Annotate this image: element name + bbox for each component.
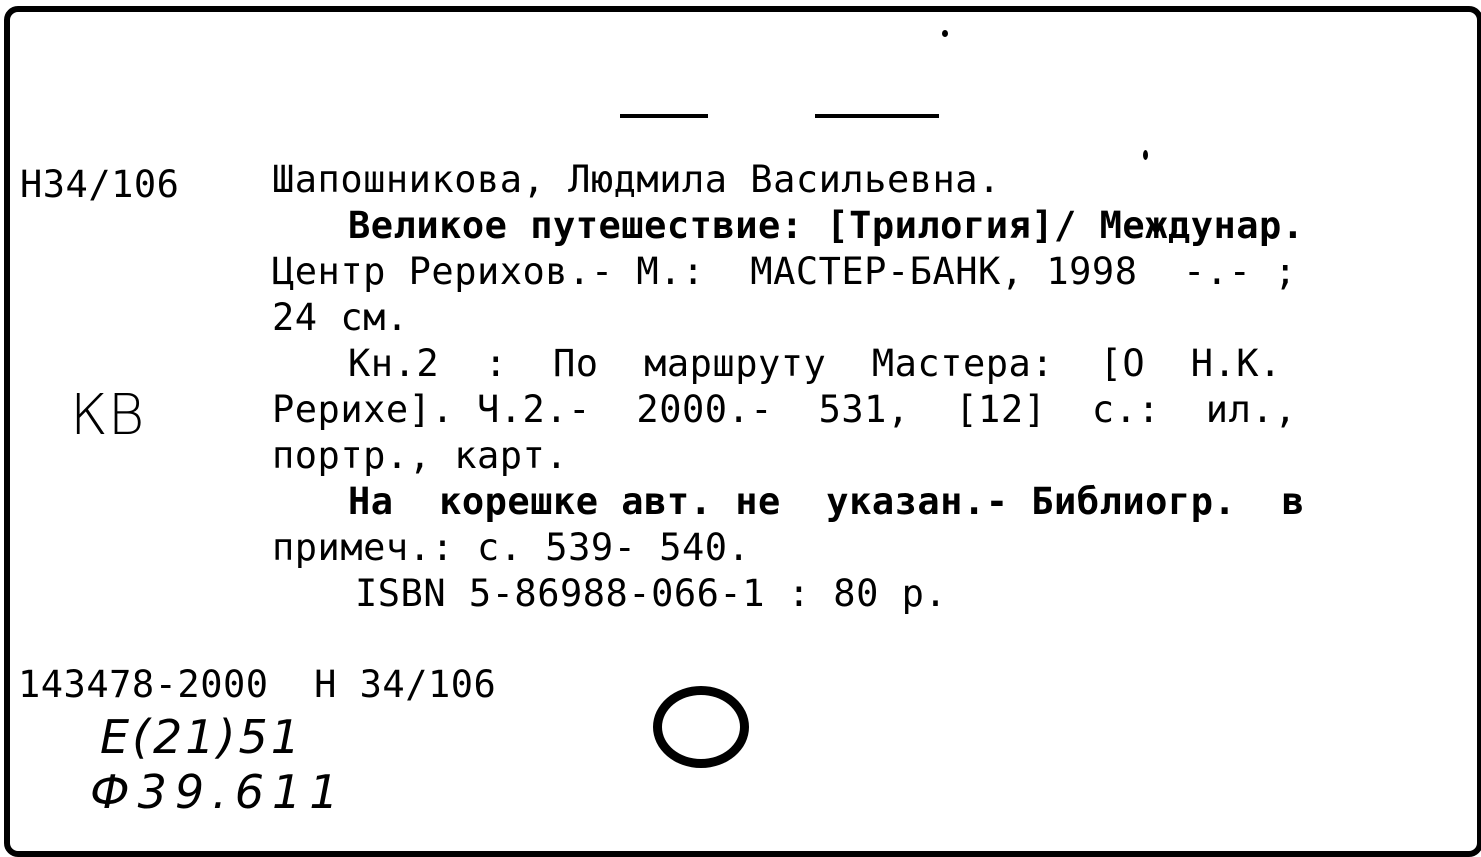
- punch-hole: [653, 686, 749, 768]
- speck-top: [942, 30, 948, 37]
- volume-line-3: портр., карт.: [272, 434, 569, 477]
- call-number: H34/106: [20, 163, 180, 206]
- title-line-2: Центр Рерихов.- М.: МАСТЕР-БАНК, 1998 -.- ;: [272, 250, 1297, 293]
- title-line-1: Великое путешествие: [Трилогия]/ Междунар.: [348, 204, 1305, 247]
- accession-line: 143478-2000 H 34/106: [18, 663, 497, 706]
- top-dash-left: [620, 114, 708, 118]
- top-dash-right: [815, 114, 939, 118]
- note-line-2: примеч.: с. 539- 540.: [272, 526, 751, 569]
- author-heading: Шапошникова, Людмила Васильевна.: [272, 158, 1001, 201]
- isbn-line: ISBN 5-86988-066-1 : 80 р.: [355, 572, 948, 615]
- volume-line-2: Рерихе]. Ч.2.- 2000.- 531, [12] с.: ил.,: [272, 388, 1297, 431]
- handwritten-classification-2: Ф39.611: [90, 765, 347, 819]
- handwritten-classification-1: Е(21)51: [100, 710, 304, 764]
- title-line-3: 24 см.: [272, 296, 409, 339]
- note-line-1: На корешке авт. не указан.- Библиогр. в: [348, 480, 1305, 523]
- speck-author: [1143, 150, 1148, 160]
- handwritten-mark: КВ: [70, 383, 145, 448]
- volume-line-1: Кн.2 : По маршруту Мастера: [О Н.К.: [348, 342, 1282, 385]
